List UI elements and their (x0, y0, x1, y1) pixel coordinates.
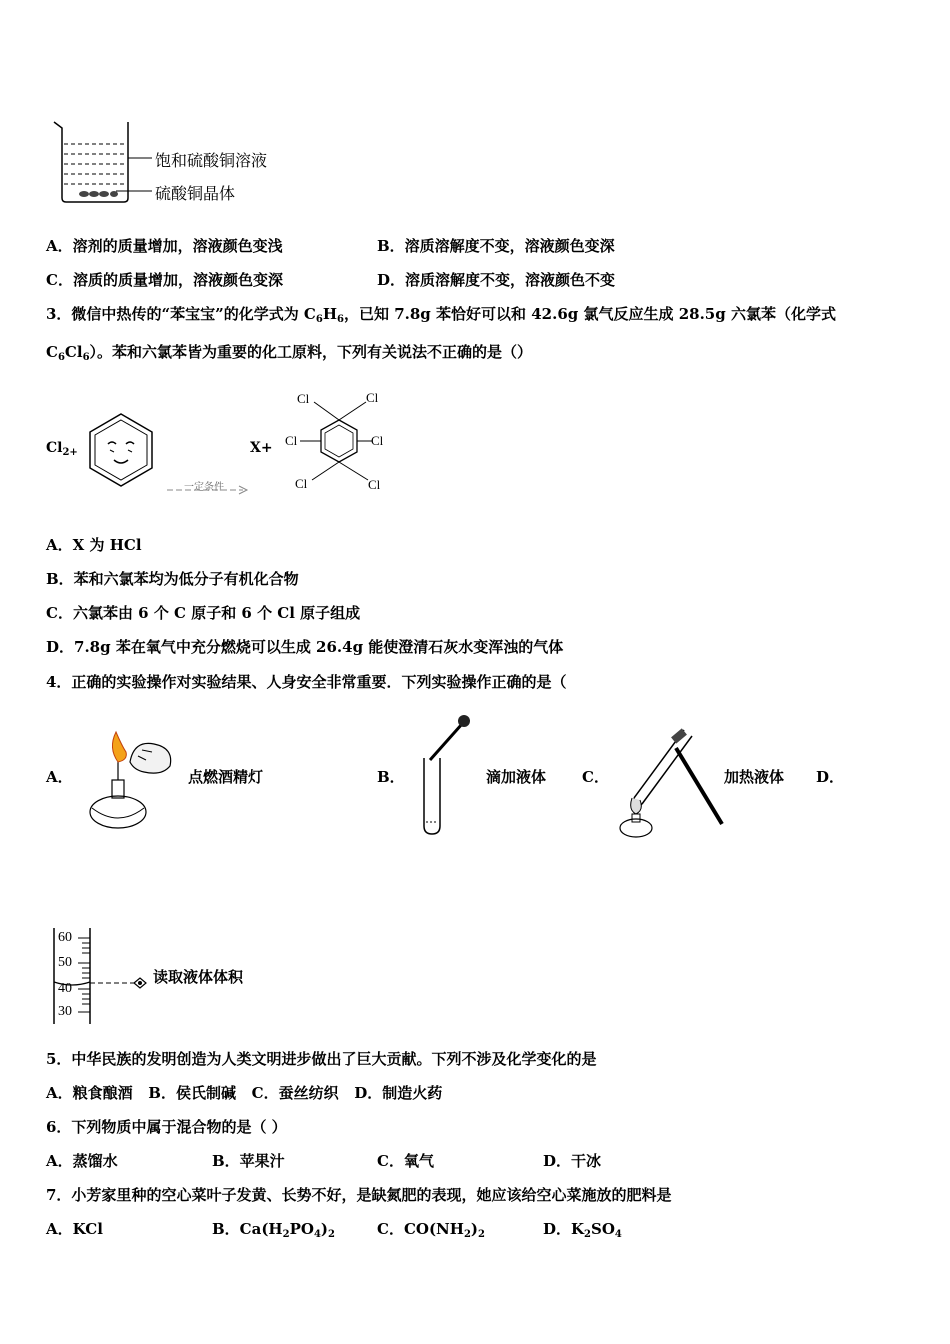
q3-option-d: D．7.8g 苯在氧气中充分燃烧可以生成 26.4g 能使澄清石灰水变浑浊的气体 (46, 638, 564, 656)
q4-option-d-label: 读取液体体积 (153, 968, 244, 986)
q4-option-b-letter: B． (377, 768, 405, 786)
scale-30: 30 (58, 1004, 72, 1019)
q7-option-d: D．$K_2SO_4$ (543, 1220, 622, 1240)
q4-stem: 4．正确的实验操作对实验结果、人身安全非常重要．下列实验操作正确的是（ (46, 673, 567, 691)
q5-stem: 5．中华民族的发明创造为人类文明进步做出了巨大贡献。下列不涉及化学变化的是 (46, 1050, 597, 1068)
q2-option-c: C．溶质的质量增加，溶液颜色变深 (46, 271, 283, 289)
q6-stem: 6．下列物质中属于混合物的是（ ） (46, 1118, 287, 1136)
q6-option-d: D．干冰 (543, 1152, 602, 1170)
q7-option-c: C．$CO(NH_2)_2$ (377, 1220, 485, 1240)
cl-atom: Cl (368, 477, 381, 492)
scale-40: 40 (58, 981, 72, 996)
q7-option-a: A．KCl (46, 1220, 103, 1238)
alcohol-lamp-icon (78, 728, 188, 832)
scale-60: 60 (58, 930, 72, 945)
cl-atom: Cl (297, 391, 310, 406)
cl-atom: Cl (285, 433, 298, 448)
q3-stem-line2: $C_6Cl_6$）。苯和六氯苯皆为重要的化工原料，下列有关说法不正确的是（） (46, 343, 533, 363)
q3-option-c: C．六氯苯由 6 个 C 原子和 6 个 Cl 原子组成 (46, 604, 361, 622)
cl-atom: Cl (295, 476, 308, 491)
scale-50: 50 (58, 955, 72, 970)
label-crystal: 硫酸铜晶体 (155, 184, 236, 203)
q4-option-c-letter: C． (582, 768, 609, 786)
benzene-emoji-icon (86, 412, 156, 488)
reaction-condition: 一定条件 (184, 482, 224, 493)
q6-option-c: C．氧气 (377, 1152, 434, 1170)
label-saturated-solution: 饱和硫酸铜溶液 (155, 151, 268, 170)
q3-option-b: B．苯和六氯苯均为低分子有机化合物 (46, 570, 299, 588)
cl-atom: Cl (366, 390, 379, 405)
q5-options: A．粮食酿酒 B．侯氏制碱 C．蚕丝纺织 D．制造火药 (46, 1084, 443, 1102)
eq-x-plus: X+ (250, 440, 273, 456)
dropper-testtube-icon (410, 714, 480, 838)
q2-option-b: B．溶质溶解度不变，溶液颜色变深 (377, 237, 615, 255)
beaker-figure (50, 118, 160, 208)
q4-option-d-letter: D． (816, 768, 845, 786)
q4-option-c-label: 加热液体 (724, 768, 785, 786)
q6-option-b: B．苹果汁 (212, 1152, 285, 1170)
eq-cl2: $Cl_{2+}$ (46, 440, 78, 458)
q4-option-a-label: 点燃酒精灯 (188, 768, 264, 786)
heating-testtube-icon (610, 718, 730, 840)
q7-stem: 7．小芳家里种的空心菜叶子发黄、长势不好，是缺氮肥的表现，她应该给空心菜施放的肥料是 (46, 1186, 672, 1204)
q4-option-b-label: 滴加液体 (486, 768, 547, 786)
q7-option-b: B．$Ca(H_2PO_4)_2$ (212, 1220, 335, 1240)
q3-stem-line1: 3．微信中热传的“苯宝宝”的化学式为 $C_6H_6$，已知 7.8g 苯恰好可以和 42.6g 氯气反应生成 28.5g 六氯苯（化学式 (46, 305, 836, 325)
cl-atom: Cl (371, 433, 384, 448)
q3-option-a: A．X 为 HCl (46, 536, 142, 554)
q2-option-a: A．溶剂的质量增加，溶液颜色变浅 (46, 237, 283, 255)
q2-option-d: D．溶质溶解度不变，溶液颜色不变 (377, 271, 616, 289)
q6-option-a: A．蒸馏水 (46, 1152, 118, 1170)
q4-option-a-letter: A． (46, 768, 73, 786)
